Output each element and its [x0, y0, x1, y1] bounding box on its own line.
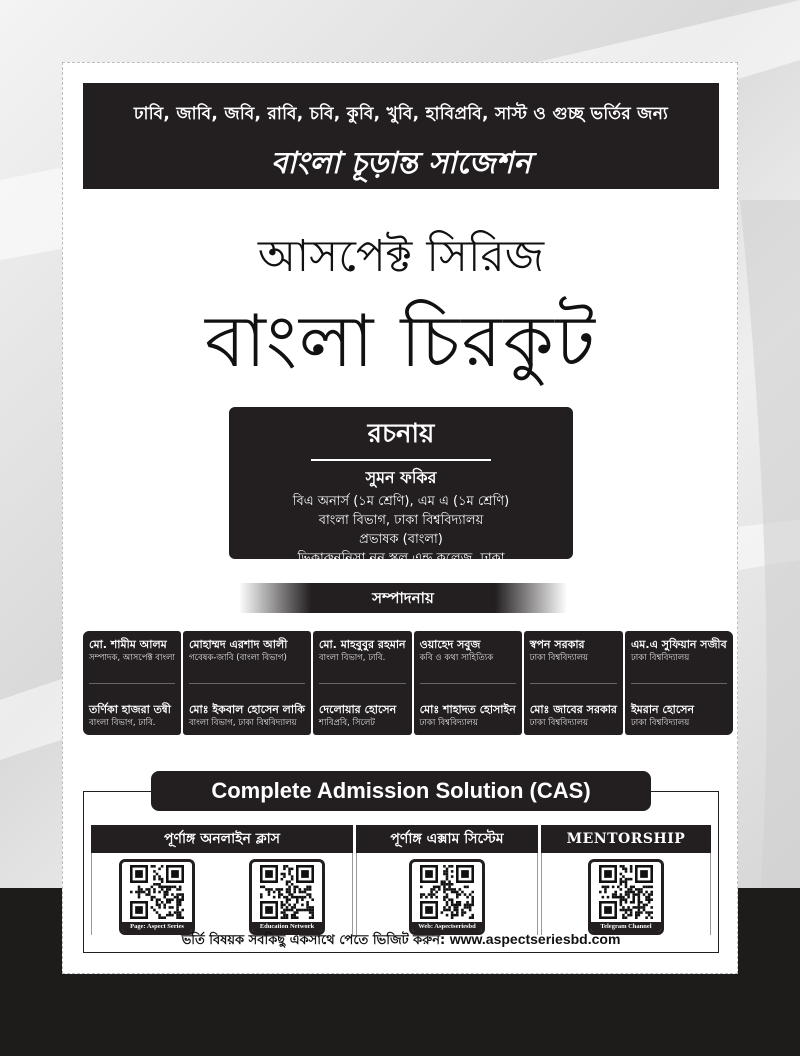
- editor-name: ইমরান হোসেন: [630, 703, 695, 716]
- editor-entry: [420, 700, 516, 731]
- editor-column: [625, 631, 733, 735]
- editor-role: ঢাকা বিশ্ববিদ্যালয়: [529, 718, 589, 728]
- cover-card: [62, 62, 738, 974]
- qr-code-icon: [598, 865, 654, 919]
- qr-caption: Telegram Channel: [591, 922, 661, 932]
- section-online-class: [91, 825, 353, 930]
- section-heading: পূর্ণাঙ্গ এক্সাম সিস্টেম: [356, 825, 538, 853]
- footer-visit-line: [83, 927, 719, 951]
- editor-role: বাংলা বিভাগ, ঢাকা বিশ্ববিদ্যালয়: [188, 718, 297, 728]
- editor-entry: [189, 700, 305, 731]
- editor-column: [524, 631, 623, 735]
- editor-entry: [420, 635, 516, 666]
- section-qr-row: [541, 853, 711, 935]
- editor-name: মোহাম্মদ এরশাদ আলী: [188, 638, 288, 651]
- final-suggestion-title: বাংলা চূড়ান্ত সাজেশন: [270, 146, 532, 181]
- editor-entry: [631, 635, 727, 666]
- author-heading-underline: [311, 459, 491, 461]
- section-heading: MENTORSHIP: [541, 825, 711, 853]
- editor-entry: [319, 700, 406, 731]
- editor-name: মো. শামীম আলম: [89, 638, 167, 651]
- website-link[interactable]: www.aspectseriesbd.com: [449, 931, 621, 947]
- footer-text: ভর্তি বিষয়ক সবকিছু একসাথে পেতে ভিজিট করুন:: [181, 933, 446, 948]
- cas-sections: [91, 825, 711, 930]
- editor-divider: [89, 683, 175, 684]
- section-qr-row: [91, 853, 353, 935]
- editor-role: শাবিপ্রবি, সিলেট: [318, 718, 375, 728]
- top-banner: [83, 83, 719, 189]
- section-heading: পূর্ণাঙ্গ অনলাইন ক্লাস: [91, 825, 353, 853]
- editor-name: তর্ণিকা হাজরা তন্বী: [89, 703, 171, 716]
- author-position: প্রভাষক (বাংলা): [359, 532, 443, 547]
- editor-name: দেলোয়ার হোসেন: [318, 703, 397, 716]
- editor-entry: [530, 700, 617, 731]
- qr-caption: Page: Aspect Series: [122, 922, 192, 932]
- qr-caption: Education Network: [252, 922, 322, 932]
- editor-divider: [319, 683, 406, 684]
- cas-title: Complete Admission Solution (CAS): [151, 771, 651, 811]
- series-name: আসপেক্ট সিরিজ: [257, 231, 545, 282]
- author-department: বাংলা বিভাগ, ঢাকা বিশ্ববিদ্যালয়: [318, 513, 484, 528]
- section-mentorship: [541, 825, 711, 930]
- qr-code-icon: [419, 865, 475, 919]
- editor-entry: [89, 700, 175, 731]
- editor-role: কবি ও কথা সাহিত্যিক: [419, 653, 494, 663]
- editor-name: ওয়াহেদ সবুজ: [419, 638, 481, 651]
- editor-role: সম্পাদক, আসপেক্ট বাংলা: [89, 653, 175, 663]
- editor-name: মোঃ ইকবাল হোসেন লাকি: [188, 703, 305, 716]
- editor-name: মোঃ জাবের সরকার: [529, 703, 617, 716]
- editor-role: বাংলা বিভাগ, ঢাবি.: [318, 653, 386, 663]
- qr-code-page[interactable]: [119, 859, 195, 935]
- editor-name: মোঃ শাহাদত হোসাইন: [419, 703, 516, 716]
- editor-role: বাংলা বিভাগ, ঢাবি.: [89, 718, 156, 728]
- editors-heading: সম্পাদনায়: [239, 583, 567, 613]
- editor-divider: [189, 683, 305, 684]
- editor-role: ঢাকা বিশ্ববিদ্যালয়: [630, 718, 690, 728]
- qr-code-telegram[interactable]: [588, 859, 664, 935]
- editor-role: ঢাকা বিশ্ববিদ্যালয়: [419, 718, 478, 728]
- editor-role: ঢাকা বিশ্ববিদ্যালয়: [529, 653, 589, 663]
- editors-grid: [83, 631, 727, 735]
- editor-column: [83, 631, 181, 735]
- author-name: সুমন ফকির: [365, 468, 437, 487]
- editor-divider: [420, 683, 516, 684]
- qr-code-icon: [259, 865, 315, 919]
- editor-entry: [189, 635, 305, 666]
- qr-code-icon: [129, 865, 185, 919]
- editor-divider: [530, 683, 617, 684]
- editor-entry: [631, 700, 727, 731]
- editor-column: [414, 631, 522, 735]
- qr-code-education-network[interactable]: [249, 859, 325, 935]
- editor-name: মো. মাহবুবুর রহমান: [318, 638, 406, 651]
- qr-code-web[interactable]: [409, 859, 485, 935]
- section-qr-row: [356, 853, 538, 935]
- editor-divider: [631, 683, 727, 684]
- editor-name: স্বপন সরকার: [529, 638, 585, 651]
- editor-entry: [530, 635, 617, 666]
- editor-name: এম.এ সুফিয়ান সজীব: [630, 638, 727, 651]
- admission-universities-line: ঢাবি, জাবি, জবি, রাবি, চবি, কুবি, খুবি, হাবিপ্রবি, সাস্ট ও গুচ্ছ ভর্তির জন্য: [133, 104, 669, 124]
- author-qualification: বিএ অনার্স (১ম শ্রেণি), এম এ (১ম শ্রেণি): [292, 494, 510, 509]
- author-heading: রচনায়: [367, 419, 435, 449]
- section-exam-system: [356, 825, 538, 930]
- editor-column: [183, 631, 311, 735]
- editor-column: [313, 631, 412, 735]
- editor-entry: [89, 635, 175, 666]
- editor-role: ঢাকা বিশ্ববিদ্যালয়: [630, 653, 690, 663]
- book-title: বাংলা চিরকুট: [204, 299, 598, 383]
- author-box: [229, 407, 573, 566]
- qr-caption: Web: Aspectseriesbd: [412, 922, 482, 932]
- author-institution: ভিকারুননিসা নূন স্কুল এন্ড কলেজ, ঢাকা: [297, 551, 505, 566]
- editor-role: গবেষক-জাবি (বাংলা বিভাগ): [188, 653, 287, 663]
- editor-entry: [319, 635, 406, 666]
